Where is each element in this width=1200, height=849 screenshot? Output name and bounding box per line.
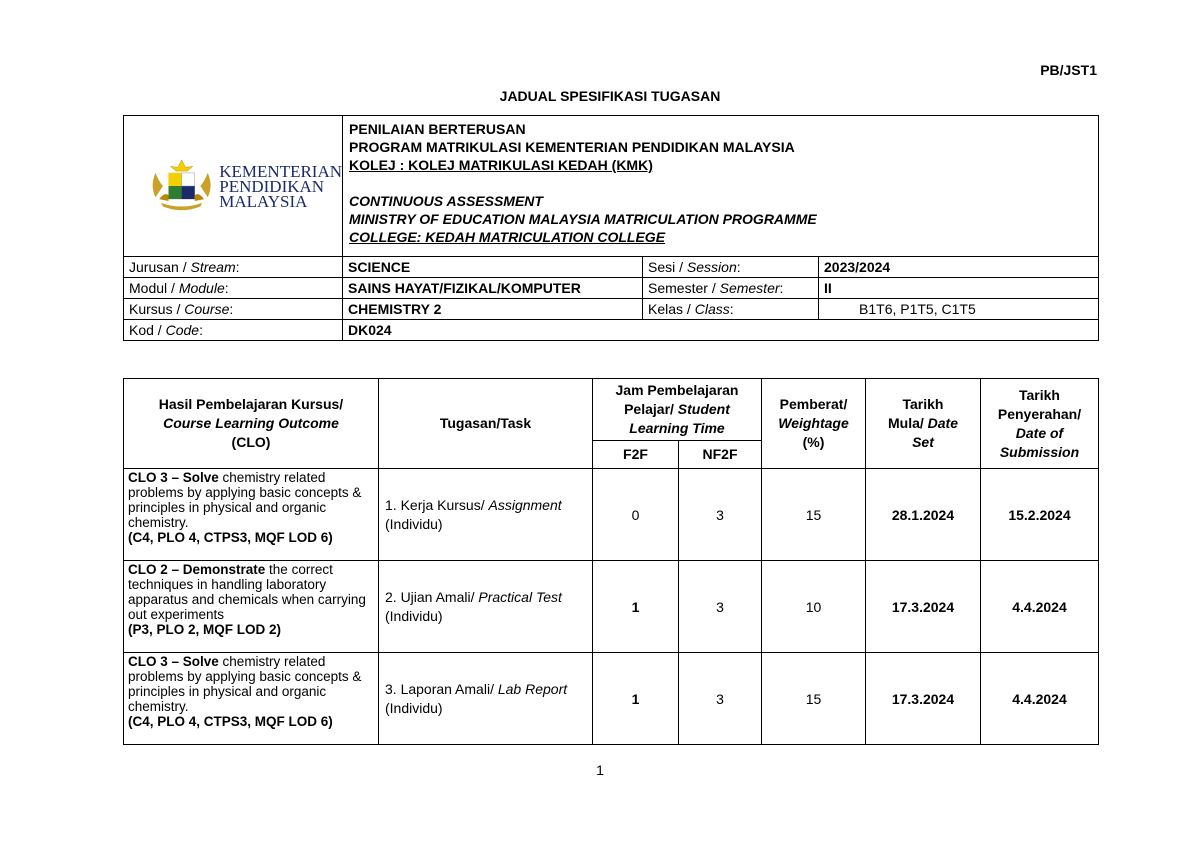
nf2f-cell: 3	[679, 469, 762, 561]
header-titles-cell	[343, 116, 1099, 257]
header-line-2: PROGRAM MATRIKULASI KEMENTERIAN PENDIDIKAN MALAYSIA	[349, 139, 795, 155]
table-row	[124, 653, 1099, 745]
session-value: 2023/2024	[819, 257, 1099, 278]
weightage-cell: 15	[762, 469, 866, 561]
session-label: Sesi / Session:	[643, 257, 819, 278]
submission-date-cell: 4.4.2024	[981, 561, 1099, 653]
submission-date-header: Tarikh Penyerahan/ Date of Submission	[981, 379, 1099, 469]
date-set-cell: 17.3.2024	[866, 653, 981, 745]
submission-date-cell: 15.2.2024	[981, 469, 1099, 561]
clo-cell: CLO 2 – Demonstrate the correct techniques in handling laboratory apparatus and chemicals when carrying out experiments (P3, PLO 2, MQF LOD 2)	[124, 561, 379, 653]
f2f-cell: 0	[593, 469, 679, 561]
table-row	[124, 469, 1099, 561]
f2f-header: F2F	[593, 441, 679, 469]
ministry-logo-text	[219, 161, 343, 211]
weightage-cell: 15	[762, 653, 866, 745]
f2f-cell: 1	[593, 561, 679, 653]
semester-value: II	[819, 278, 1099, 299]
logo-cell	[124, 116, 343, 257]
weightage-cell: 10	[762, 561, 866, 653]
course-value: CHEMISTRY 2	[343, 299, 643, 320]
task-cell: 2. Ujian Amali/ Practical Test (Individu)	[379, 561, 593, 653]
submission-date-cell: 4.4.2024	[981, 653, 1099, 745]
clo-cell: CLO 3 – Solve chemistry related problems by applying basic concepts & principles in physical and organic chemistry. (C4, PLO 4, CTPS3, MQF LOD 6)	[124, 469, 379, 561]
nf2f-header: NF2F	[679, 441, 762, 469]
task-cell: 1. Kerja Kursus/ Assignment (Individu)	[379, 469, 593, 561]
header-line-5: MINISTRY OF EDUCATION MALAYSIA MATRICULATION PROGRAMME	[349, 211, 817, 227]
logo-line-3: MALAYSIA	[219, 191, 308, 211]
logo-line-1: KEMENTERIAN	[219, 161, 343, 181]
stream-label: Jurusan / Stream:	[124, 257, 343, 278]
document-title: JADUAL SPESIFIKASI TUGASAN	[499, 88, 721, 104]
table-row	[124, 561, 1099, 653]
nf2f-cell: 3	[679, 561, 762, 653]
weightage-header: Pemberat/ Weightage (%)	[762, 379, 866, 469]
module-label: Modul / Module:	[124, 278, 343, 299]
header-line-3: KOLEJ : KOLEJ MATRIKULASI KEDAH (KMK)	[349, 157, 653, 173]
class-value: B1T6, P1T5, C1T5	[819, 299, 1099, 320]
header-line-1: PENILAIAN BERTERUSAN	[349, 121, 526, 137]
task-cell: 3. Laporan Amali/ Lab Report (Individu)	[379, 653, 593, 745]
date-set-header: Tarikh Mula/ Date Set	[866, 379, 981, 469]
stream-value: SCIENCE	[343, 257, 643, 278]
clo-header: Hasil Pembelajaran Kursus/ Course Learning Outcome (CLO)	[124, 379, 379, 469]
slt-header: Jam Pembelajaran Pelajar/ Student Learning Time	[593, 379, 762, 441]
document-reference: PB/JST1	[1040, 62, 1097, 78]
malaysia-coat-of-arms-icon	[148, 156, 215, 216]
page-number: 1	[596, 762, 604, 778]
task-header: Tugasan/Task	[379, 379, 593, 469]
module-value: SAINS HAYAT/FIZIKAL/KOMPUTER	[343, 278, 643, 299]
date-set-cell: 28.1.2024	[866, 469, 981, 561]
nf2f-cell: 3	[679, 653, 762, 745]
header-line-4: CONTINUOUS ASSESSMENT	[349, 193, 543, 209]
semester-label: Semester / Semester:	[643, 278, 819, 299]
class-label: Kelas / Class:	[643, 299, 819, 320]
code-label: Kod / Code:	[124, 320, 343, 341]
header-line-6: COLLEGE: KEDAH MATRICULATION COLLEGE	[349, 229, 666, 245]
date-set-cell: 17.3.2024	[866, 561, 981, 653]
logo-line-2: PENDIDIKAN	[219, 176, 325, 196]
f2f-cell: 1	[593, 653, 679, 745]
course-label: Kursus / Course:	[124, 299, 343, 320]
assessment-header-table	[123, 115, 1099, 341]
assignment-specification-table	[123, 378, 1099, 745]
clo-cell: CLO 3 – Solve chemistry related problems by applying basic concepts & principles in physical and organic chemistry. (C4, PLO 4, CTPS3, MQF LOD 6)	[124, 653, 379, 745]
code-value: DK024	[343, 320, 1099, 341]
